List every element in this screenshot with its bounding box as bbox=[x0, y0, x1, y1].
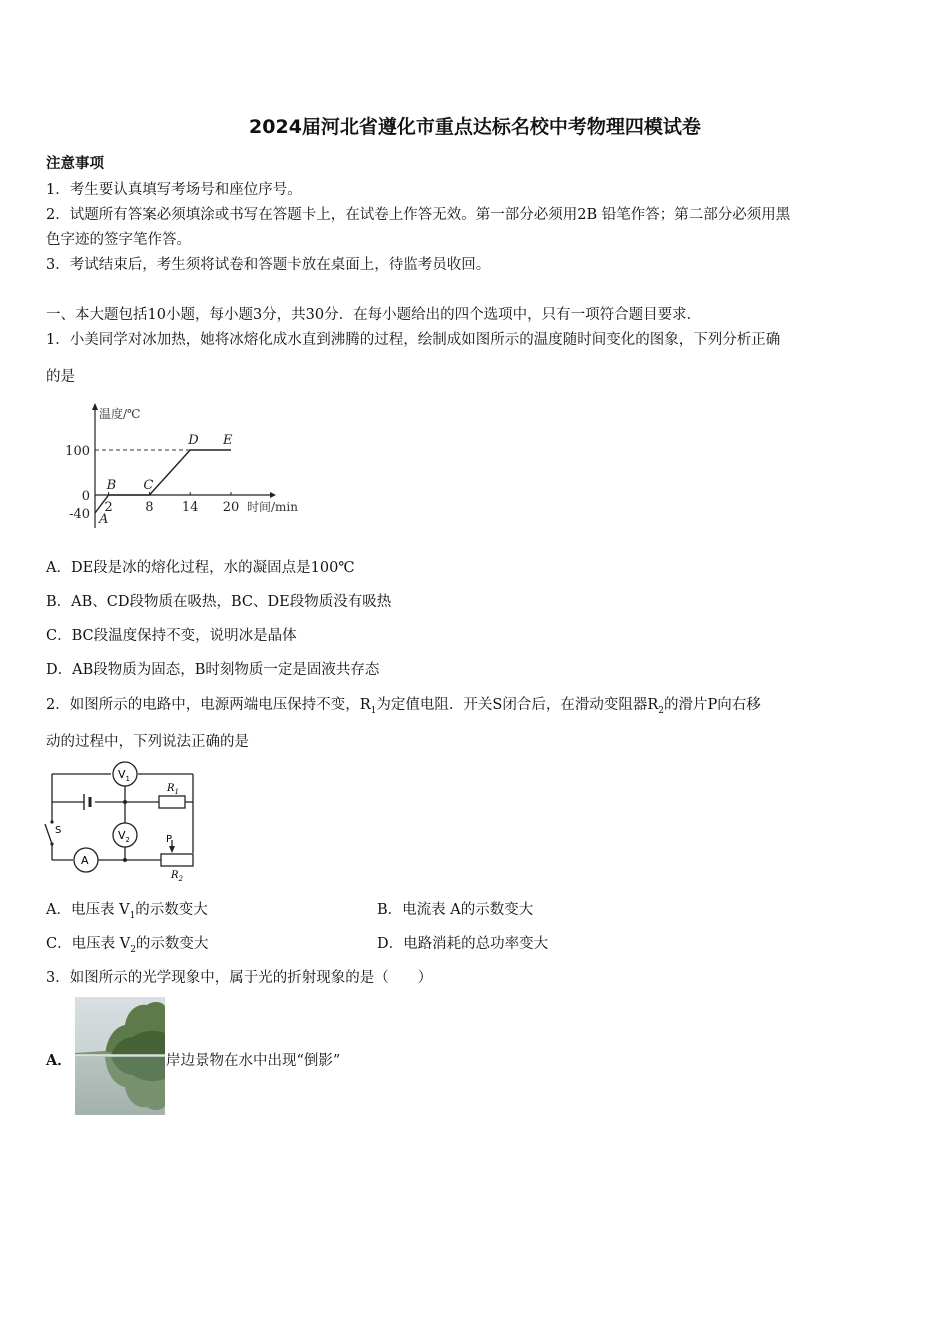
v2-label: $V_2$ bbox=[118, 829, 130, 844]
y-axis-label: 温度/℃ bbox=[99, 407, 141, 421]
x-tick-label: 8 bbox=[145, 500, 154, 515]
switch-pivot bbox=[50, 842, 53, 845]
notice-item-2-cont: 色字迹的签字笔作答。 bbox=[46, 232, 191, 248]
section-intro: 一、本大题包括10小题，每小题3分，共30分．在每小题给出的四个选项中，只有一项符合题目要求． bbox=[46, 307, 702, 323]
q2-stem-a-sub: 1 bbox=[370, 705, 377, 716]
q2-circuit-diagram bbox=[40, 760, 210, 882]
point-label-c: C bbox=[143, 478, 154, 493]
x-axis-label: 时间/min bbox=[247, 500, 298, 514]
q2-option-d: D．电路消耗的总功率变大 bbox=[377, 936, 549, 952]
resistor-r1 bbox=[159, 796, 185, 808]
q1-option-b: B．AB、CD段物质在吸热，BC、DE段物质没有吸热 bbox=[46, 594, 392, 610]
slider-label: P bbox=[166, 834, 173, 845]
notice-heading: 注意事项 bbox=[46, 155, 104, 172]
q2-option-a bbox=[46, 898, 208, 921]
y-axis-arrow bbox=[92, 403, 98, 410]
q2-option-c-text: C．电压表 V bbox=[46, 936, 131, 952]
q3-option-a-photo bbox=[75, 997, 165, 1115]
q1-option-c: C．BC段温度保持不变，说明冰是晶体 bbox=[46, 628, 297, 644]
q1-stem-cont: 的是 bbox=[46, 369, 75, 385]
q1-stem: 1．小美同学对冰加热，她将冰熔化成水直到沸腾的过程，绘制成如图所示的温度随时间变化的图象，下列分析正确 bbox=[46, 332, 781, 348]
q1-temperature-chart bbox=[50, 400, 330, 535]
page-title: 2024届河北省遵化市重点达标名校中考物理四模试卷 bbox=[249, 116, 701, 138]
q2-stem bbox=[46, 693, 761, 716]
r1-label: $R_1$ bbox=[167, 783, 179, 796]
q2-option-c-text2: 的示数变大 bbox=[135, 936, 209, 952]
point-label-e: E bbox=[223, 433, 233, 448]
y-tick-label: 0 bbox=[81, 489, 90, 504]
q2-stem-b-sub: 2 bbox=[658, 705, 664, 716]
rheostat-r2 bbox=[161, 854, 193, 866]
q2-option-c bbox=[46, 932, 208, 955]
q2-stem-b: 为定值电阻．开关S闭合后，在滑动变阻器R bbox=[376, 697, 659, 713]
notice-item-1: 1．考生要认真填写考场号和座位序号。 bbox=[46, 182, 302, 198]
junction-dot bbox=[123, 800, 127, 804]
y-tick-label: -40 bbox=[69, 507, 90, 522]
q3-option-a-label: A． bbox=[46, 1052, 72, 1069]
q2-option-a-text: A．电压表 V bbox=[46, 902, 130, 918]
q3-option-a-text: 岸边景物在水中出现“倒影” bbox=[166, 1053, 341, 1069]
q2-stem-a: 2．如图所示的电路中，电源两端电压保持不变，R bbox=[46, 697, 371, 713]
q2-option-a-sub: 1 bbox=[129, 910, 136, 921]
q2-stem-c: 的滑片P向右移 bbox=[663, 697, 761, 713]
q2-option-a-text2: 的示数变大 bbox=[135, 902, 208, 918]
x-axis-arrow bbox=[270, 492, 276, 498]
q2-option-c-sub: 2 bbox=[130, 944, 136, 955]
q1-option-d: D．AB段物质为固态，B时刻物质一定是固液共存态 bbox=[46, 662, 380, 678]
x-tick-label: 2 bbox=[104, 500, 113, 515]
point-label-d: D bbox=[188, 433, 199, 448]
v1-label: $V_1$ bbox=[118, 768, 130, 783]
y-tick-label: 100 bbox=[65, 444, 90, 459]
point-label-a: A bbox=[99, 512, 109, 527]
x-tick-label: 20 bbox=[222, 500, 240, 515]
ammeter-label: A bbox=[81, 854, 89, 867]
switch-contact bbox=[50, 820, 53, 823]
point-label-b: B bbox=[106, 478, 117, 493]
q1-option-a: A．DE段是冰的熔化过程，水的凝固点是100℃ bbox=[46, 560, 355, 576]
q3-stem: 3．如图所示的光学现象中，属于光的折射现象的是（ ） bbox=[46, 970, 433, 986]
q2-option-b: B．电流表 A的示数变大 bbox=[377, 902, 534, 918]
junction-dot bbox=[123, 858, 127, 862]
switch-blade bbox=[45, 824, 52, 844]
switch-label: S bbox=[55, 825, 62, 836]
r2-label: $R_2$ bbox=[171, 870, 183, 882]
notice-item-2: 2．试题所有答案必须填涂或书写在答题卡上，在试卷上作答无效。第一部分必须用2B 铅笔作答；第二部分必须用黑 bbox=[46, 207, 791, 223]
x-tick-label: 14 bbox=[181, 500, 199, 515]
slider-arrow bbox=[169, 846, 175, 853]
q2-stem-cont: 动的过程中，下列说法正确的是 bbox=[46, 734, 249, 750]
notice-item-3: 3．考试结束后，考生须将试卷和答题卡放在桌面上，待监考员收回。 bbox=[46, 257, 491, 273]
